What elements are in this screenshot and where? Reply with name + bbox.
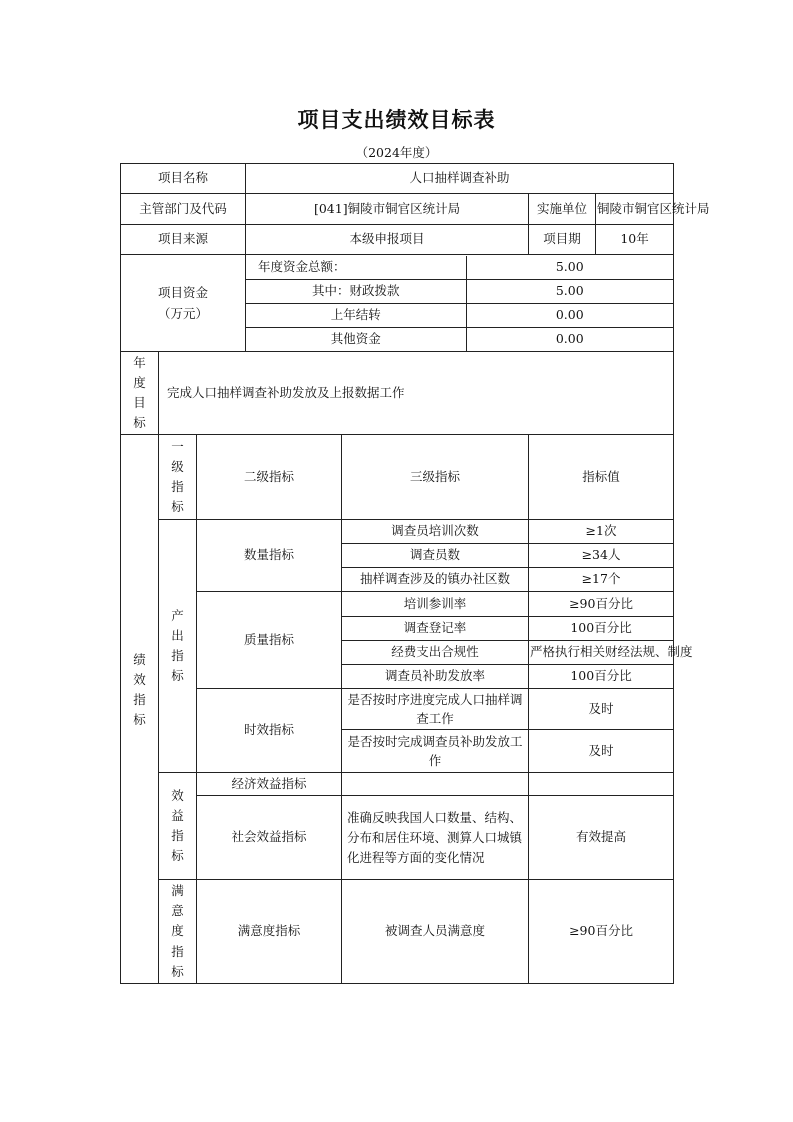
table-row [121, 164, 674, 194]
timeliness-value: 及时 [529, 730, 674, 773]
fund-row [246, 327, 673, 351]
fund-total-label: 年度资金总额： [246, 256, 466, 280]
table-row [121, 225, 674, 255]
table-row [121, 255, 674, 352]
funds-label: 项目资金 （万元） [121, 255, 246, 352]
satisfaction-value: ≥90百分比 [529, 880, 674, 984]
timeliness-name: 是否按时完成调查员补助发放工作 [342, 730, 529, 773]
fund-fiscal-value: 5.00 [466, 279, 673, 303]
quality-value: 严格执行相关财经法规、制度 [529, 641, 674, 665]
social-value: 有效提高 [529, 796, 674, 880]
quantity-name: 调查员数 [342, 544, 529, 568]
quality-label: 质量指标 [197, 592, 342, 689]
benefit-label: 效 益 指 标 [159, 773, 197, 880]
annual-goal-text: 完成人口抽样调查补助发放及上报数据工作 [159, 352, 674, 435]
quality-value: ≥90百分比 [529, 592, 674, 617]
header-level1: 一 级 指 标 [159, 435, 197, 520]
fund-other-value: 0.00 [466, 327, 673, 351]
fund-row [246, 303, 673, 327]
fund-total-value: 5.00 [466, 256, 673, 280]
social-label: 社会效益指标 [197, 796, 342, 880]
satisfaction-label: 满 意 度 指 标 [159, 880, 197, 984]
table-row [121, 689, 674, 730]
annual-goal-label: 年 度 目 标 [121, 352, 159, 435]
timeliness-value: 及时 [529, 689, 674, 730]
dept-label: 主管部门及代码 [121, 194, 246, 225]
header-level3: 三级指标 [342, 435, 529, 520]
satisfaction-name: 被调查人员满意度 [342, 880, 529, 984]
perf-label: 绩 效 指 标 [121, 435, 159, 984]
output-label: 产 出 指 标 [159, 520, 197, 773]
table-row [121, 520, 674, 544]
fund-carryover-label: 上年结转 [246, 303, 466, 327]
fund-row [246, 279, 673, 303]
quality-name: 调查登记率 [342, 617, 529, 641]
quantity-label: 数量指标 [197, 520, 342, 592]
source-value: 本级申报项目 [246, 225, 529, 255]
project-name-value: 人口抽样调查补助 [246, 164, 674, 194]
quantity-value: ≥1次 [529, 520, 674, 544]
economic-label: 经济效益指标 [197, 773, 342, 796]
period-value: 10年 [596, 225, 674, 255]
fund-other-label: 其他资金 [330, 330, 381, 346]
table-row [121, 592, 674, 617]
impl-value: 铜陵市铜官区统计局 [596, 194, 674, 225]
economic-name [342, 773, 529, 796]
quantity-name: 抽样调查涉及的镇办社区数 [342, 568, 529, 592]
quantity-name: 调查员培训次数 [342, 520, 529, 544]
source-label: 项目来源 [121, 225, 246, 255]
header-value: 指标值 [529, 435, 674, 520]
fund-row [246, 256, 673, 280]
fund-carryover-value: 0.00 [466, 303, 673, 327]
quality-value: 100百分比 [529, 617, 674, 641]
quality-value: 100百分比 [529, 665, 674, 689]
quantity-value: ≥17个 [529, 568, 674, 592]
social-name: 准确反映我国人口数量、结构、分布和居住环境、测算人口城镇化进程等方面的变化情况 [342, 796, 529, 880]
dept-value: [041]铜陵市铜官区统计局 [246, 194, 529, 225]
header-level2: 二级指标 [197, 435, 342, 520]
impl-label: 实施单位 [529, 194, 596, 225]
period-label: 项目期 [529, 225, 596, 255]
satisfaction-sub-label: 满意度指标 [197, 880, 342, 984]
quality-name: 调查员补助发放率 [342, 665, 529, 689]
table-row [121, 773, 674, 796]
project-name-label: 项目名称 [121, 164, 246, 194]
quantity-value: ≥34人 [529, 544, 674, 568]
quality-name: 培训参训率 [342, 592, 529, 617]
table-row [121, 880, 674, 984]
quality-name: 经费支出合规性 [342, 641, 529, 665]
table-row [121, 796, 674, 880]
performance-table [120, 163, 710, 984]
year-label: （2024年度） [355, 145, 438, 160]
timeliness-label: 时效指标 [197, 689, 342, 773]
table-row [121, 435, 674, 520]
economic-value [529, 773, 674, 796]
page-title: 项目支出绩效目标表 [297, 107, 496, 132]
funds-table [246, 256, 673, 351]
table-row [121, 194, 674, 225]
funds-block [246, 255, 674, 352]
table-row [121, 352, 674, 435]
fund-fiscal-label: 其中：财政拨款 [246, 279, 466, 303]
timeliness-name: 是否按时序进度完成人口抽样调查工作 [342, 689, 529, 730]
